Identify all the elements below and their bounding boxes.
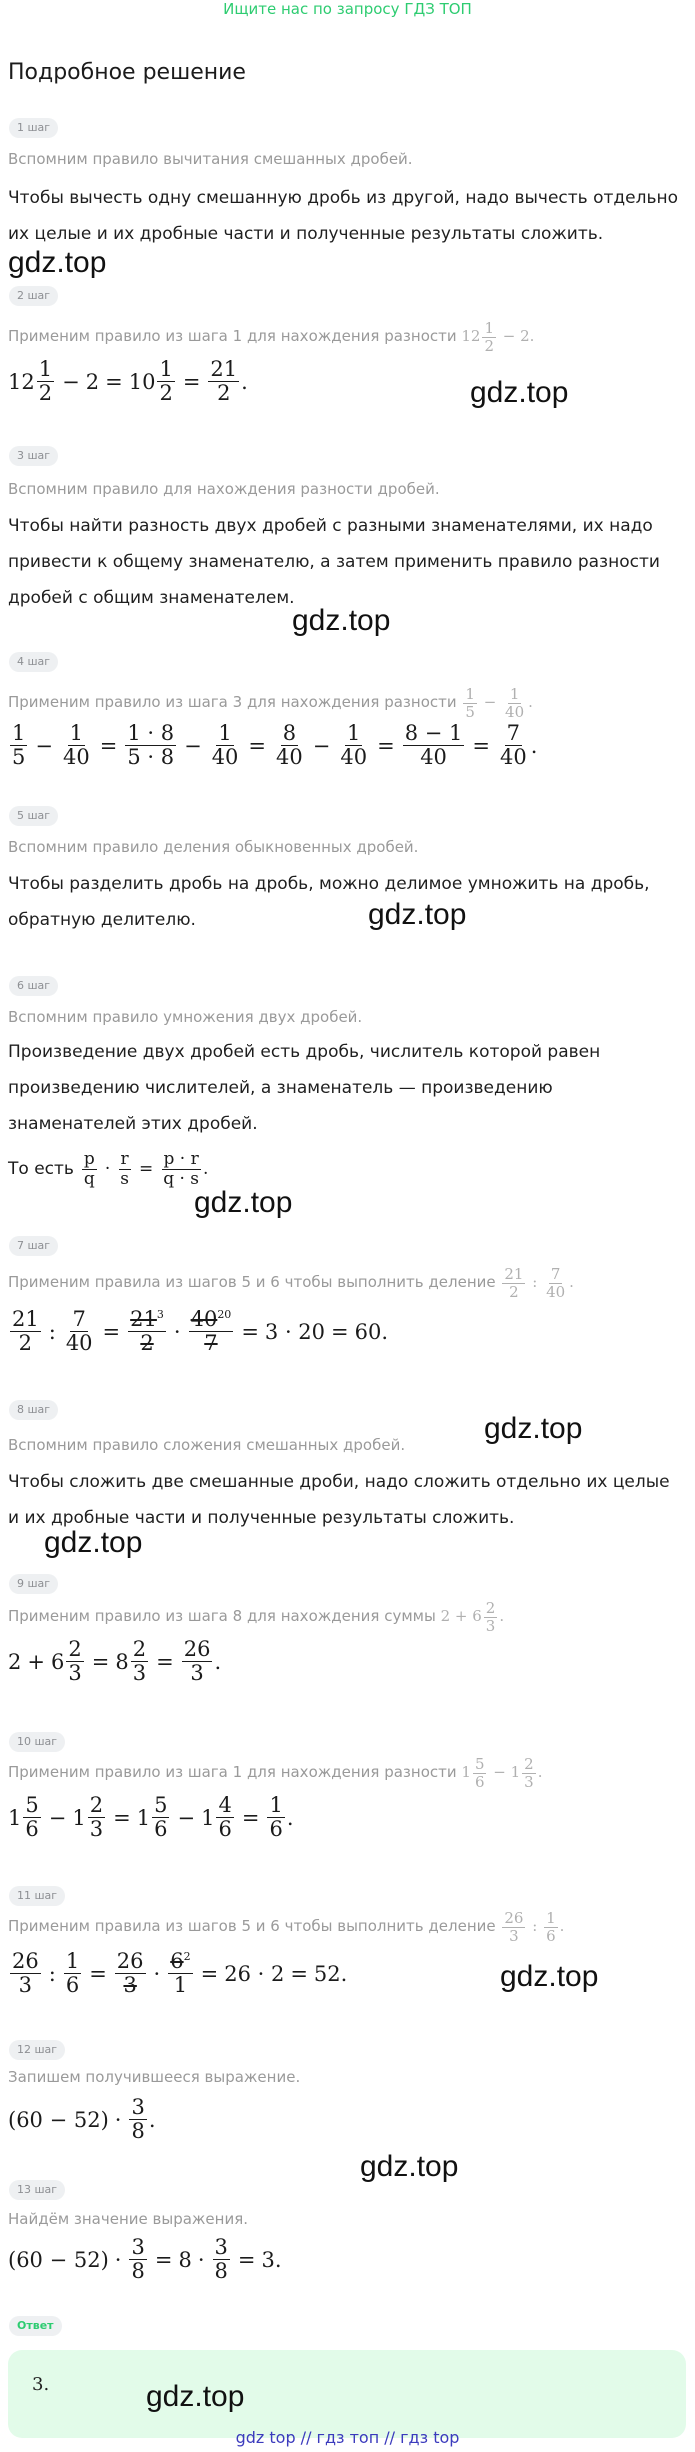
formula: 2 + 6 $\frac{2}{3}$ = 8 $\frac{2}{3}$ = $\frac{26}{3}$ .	[8, 1637, 222, 1686]
hint-text: Применим правила из шагов 5 и 6 чтобы выполнить деление	[8, 1917, 496, 1935]
hint-math: $\frac{1}{5}$ − $\frac{1}{40}$ .	[465, 685, 533, 721]
formula: (60 − 52) · $\frac{3}{8}$ .	[8, 2095, 156, 2144]
step-hint: Вспомним правило деления обыкновенных дробей.	[8, 838, 419, 856]
step-hint	[8, 1266, 574, 1300]
formula: 12 $\frac{1}{2}$ − 2 = 10 $\frac{1}{2}$ = $\frac{21}{2}$ .	[8, 357, 248, 406]
footer-links[interactable]: gdz top // гдз топ // гдз top	[235, 2428, 460, 2447]
step-badge: 4 шаг	[9, 652, 58, 672]
watermark: gdz.top	[194, 1186, 293, 1219]
hint-text: Применим правило из шага 3 для нахождения разности	[8, 693, 457, 711]
watermark: gdz.top	[8, 246, 107, 279]
search-banner[interactable]: Ищите нас по запросу ГДЗ ТОП	[223, 0, 472, 18]
step-hint: Вспомним правило вычитания смешанных дробей.	[8, 150, 413, 168]
watermark: gdz.top	[146, 2380, 245, 2413]
watermark: gdz.top	[500, 1960, 599, 1993]
formula: $\frac{26}{3}$ : $\frac{1}{6}$ = $\frac{26}{3}$ · $\frac{6^2}{1}$ = 26 · 2 = 52.	[12, 1949, 348, 1998]
hint-text: Применим правила из шагов 5 и 6 чтобы выполнить деление	[8, 1273, 496, 1291]
step-badge: 12 шаг	[9, 2040, 65, 2060]
answer-badge: Ответ	[9, 2316, 62, 2336]
watermark: gdz.top	[368, 898, 467, 931]
step-badge: 8 шаг	[9, 1400, 58, 1420]
step-hint	[8, 1756, 542, 1790]
step-badge: 6 шаг	[9, 976, 58, 996]
step-hint: Запишем получившееся выражение.	[8, 2068, 301, 2086]
step-badge: 5 шаг	[9, 806, 58, 826]
step-hint	[8, 1600, 504, 1634]
page-title: Подробное решение	[8, 60, 246, 85]
answer-value: 3.	[32, 2374, 50, 2395]
formula: $\frac{1}{5}$ − $\frac{1}{40}$ = $\frac{1 \cdot 8}{5 \cdot 8}$ − $\frac{1}{40}$ = $\frac{8}{40}$ − $\frac{1}{40}$ = $\frac{8 - 1}{40}$ = $\frac{7}{40}$ .	[12, 721, 538, 770]
watermark: gdz.top	[484, 1412, 583, 1445]
step-badge: 3 шаг	[9, 446, 58, 466]
step-hint: Вспомним правило умножения двух дробей.	[8, 1008, 363, 1026]
step-hint: Вспомним правило для нахождения разности дробей.	[8, 480, 440, 498]
step-text: Чтобы сложить две смешанные дроби, надо сложить отдельно их целые и их дробные части и полученные результаты сложить.	[8, 1472, 670, 1528]
answer-box	[8, 2350, 686, 2438]
step-badge: 1 шаг	[9, 118, 58, 138]
watermark: gdz.top	[292, 604, 391, 637]
hint-math: $\frac{26}{3}$ : $\frac{1}{6}$ .	[504, 1909, 565, 1945]
step-badge: 7 шаг	[9, 1236, 58, 1256]
formula: 1 $\frac{5}{6}$ − 1 $\frac{2}{3}$ = 1 $\frac{5}{6}$ − 1 $\frac{4}{6}$ = $\frac{1}{6}$ .	[8, 1793, 294, 1842]
step-text: Чтобы найти разность двух дробей с разными знаменателями, их надо привести к общему знаменателю, а затем применить правило разности дробей с общим знаменателем.	[8, 516, 660, 608]
step-hint: Вспомним правило сложения смешанных дробей.	[8, 1436, 406, 1454]
step-badge: 10 шаг	[9, 1732, 65, 1752]
step-hint	[8, 686, 533, 720]
hint-text: Применим правило из шага 1 для нахождения разности	[8, 327, 457, 345]
formula: То есть $\frac{p}{q}$ · $\frac{r}{s}$ = $\frac{p \cdot r}{q \cdot s}$ .	[8, 1149, 209, 1189]
step-badge: 9 шаг	[9, 1574, 58, 1594]
step-text: Произведение двух дробей есть дробь, числитель которой равен произведению числителей, а знаменатель — произведению знаменателей этих дробей.	[8, 1042, 601, 1134]
watermark: gdz.top	[360, 2150, 459, 2183]
step-badge: 13 шаг	[9, 2180, 65, 2200]
step-badge: 11 шаг	[9, 1886, 65, 1906]
step-text: Чтобы вычесть одну смешанную дробь из другой, надо вычесть отдельно их целые и их дробные части и полученные результаты сложить.	[8, 188, 678, 244]
hint-math: 1 $\frac{5}{6}$ − 1 $\frac{2}{3}$ .	[461, 1755, 543, 1791]
hint-text: Применим правило из шага 1 для нахождения разности	[8, 1763, 457, 1781]
formula: (60 − 52) · $\frac{3}{8}$ = 8 · $\frac{3}{8}$ = 3.	[8, 2235, 282, 2284]
step-text: Чтобы разделить дробь на дробь, можно делимое умножить на дробь, обратную делителю.	[8, 874, 650, 930]
hint-math: 12 $\frac{1}{2}$ − 2.	[461, 319, 535, 355]
watermark: gdz.top	[44, 1526, 143, 1559]
then-label: То есть	[8, 1159, 74, 1180]
step-hint: Найдём значение выражения.	[8, 2210, 249, 2228]
step-hint	[8, 1910, 564, 1944]
hint-math: 2 + 6 $\frac{2}{3}$ .	[440, 1599, 505, 1635]
step-hint	[8, 320, 534, 354]
step-badge: 2 шаг	[9, 286, 58, 306]
hint-text: Применим правило из шага 8 для нахождения суммы	[8, 1607, 436, 1625]
formula: $\frac{21}{2}$ : $\frac{7}{40}$ = $\frac{21^3}{2}$ · $\frac{40^{20}}{7}$ = 3 · 20 = 60.	[12, 1307, 389, 1356]
hint-math: $\frac{21}{2}$ : $\frac{7}{40}$ .	[504, 1265, 574, 1301]
watermark: gdz.top	[470, 376, 569, 409]
